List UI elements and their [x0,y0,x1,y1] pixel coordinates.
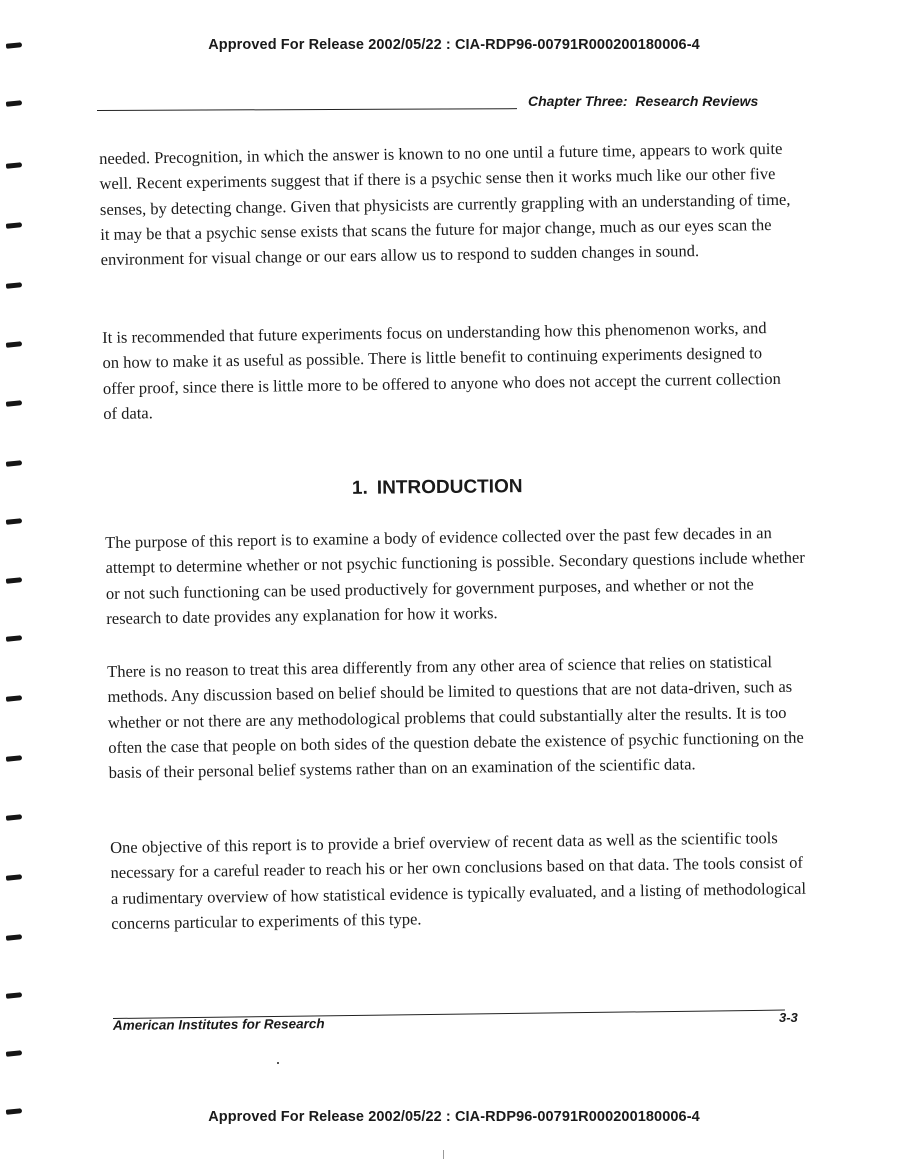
binding-hole-mark [6,460,22,467]
paragraph: One objective of this report is to provide a brief overview of recent data as well as the scientific tools necessary for a careful reader to reach his or her own conclusions based on that data. The tools consist of a rudimentary overview of how statistical evidence is typically evaluated, and a listing of methodological concerns particular to experiments of this type. [110,828,807,933]
binding-hole-mark [6,1050,22,1057]
chapter-label: Chapter Three: [528,93,628,109]
binding-hole-mark [6,755,22,762]
header-rule [97,108,517,111]
binding-hole-mark [6,282,22,289]
binding-hole-mark [6,518,22,525]
binding-hole-mark [6,400,22,407]
binding-hole-mark [6,874,22,881]
section-heading [352,476,523,500]
paragraph: needed. Precognition, in which the answer is known to no one until a future time, appears to work quite well. Recent experiments suggest that if there is a psychic sense then it works much like our other five senses, by detecting change. Given that physicists are currently grappling with an understanding of time, it may be that a psychic sense exists that scans the future for major change, much as our eyes scan the environment for visual change or our ears allow us to respond to sudden changes in sound. [99,138,791,270]
scan-speck [443,1150,444,1159]
binding-hole-mark [6,814,22,821]
binding-hole-mark [6,934,22,941]
release-stamp-bottom: Approved For Release 2002/05/22 : CIA-RDP96-00791R000200180006-4 [208,1109,700,1125]
paragraph: The purpose of this report is to examine a body of evidence collected over the past few decades in an attempt to determine whether or not psychic functioning is possible. Secondary questions include whether or not such functioning can be used productively for government purposes, and whether or not the research to date provides any explanation for how it works. [105,523,805,628]
binding-hole-mark [6,635,22,642]
binding-hole-mark [6,992,22,999]
section-number: 1. [351,477,368,499]
footer-organization: American Institutes for Research [112,1016,325,1033]
page-number: 3-3 [779,1010,798,1025]
paragraph: It is recommended that future experiments focus on understanding how this phenomenon works, and on how to make it as useful as possible. There is little benefit to continuing experiments designed to offer proof, since there is little more to be offered to anyone who does not accept the current collection of data. [102,318,781,423]
release-stamp-top: Approved For Release 2002/05/22 : CIA-RDP96-00791R000200180006-4 [208,37,700,53]
binding-hole-mark [6,695,22,702]
scan-speck [277,1062,279,1064]
binding-hole-mark [6,162,22,169]
chapter-title: Research Reviews [635,93,759,109]
binding-hole-mark [6,100,22,107]
binding-hole-mark [6,341,22,348]
section-title: INTRODUCTION [376,476,523,499]
paragraph: There is no reason to treat this area differently from any other area of science that relies on statistical methods. Any discussion based on belief should be limited to questions that are not data-driven, such as whether or not there are any methodological problems that could substantially alter the results. It is too often the case that people on both sides of the question debate the existence of psychic functioning on the basis of their personal belief systems rather than on an examination of the scientific data. [107,652,804,783]
binding-hole-mark [6,577,22,584]
binding-hole-mark [6,222,22,229]
running-header [528,93,758,109]
